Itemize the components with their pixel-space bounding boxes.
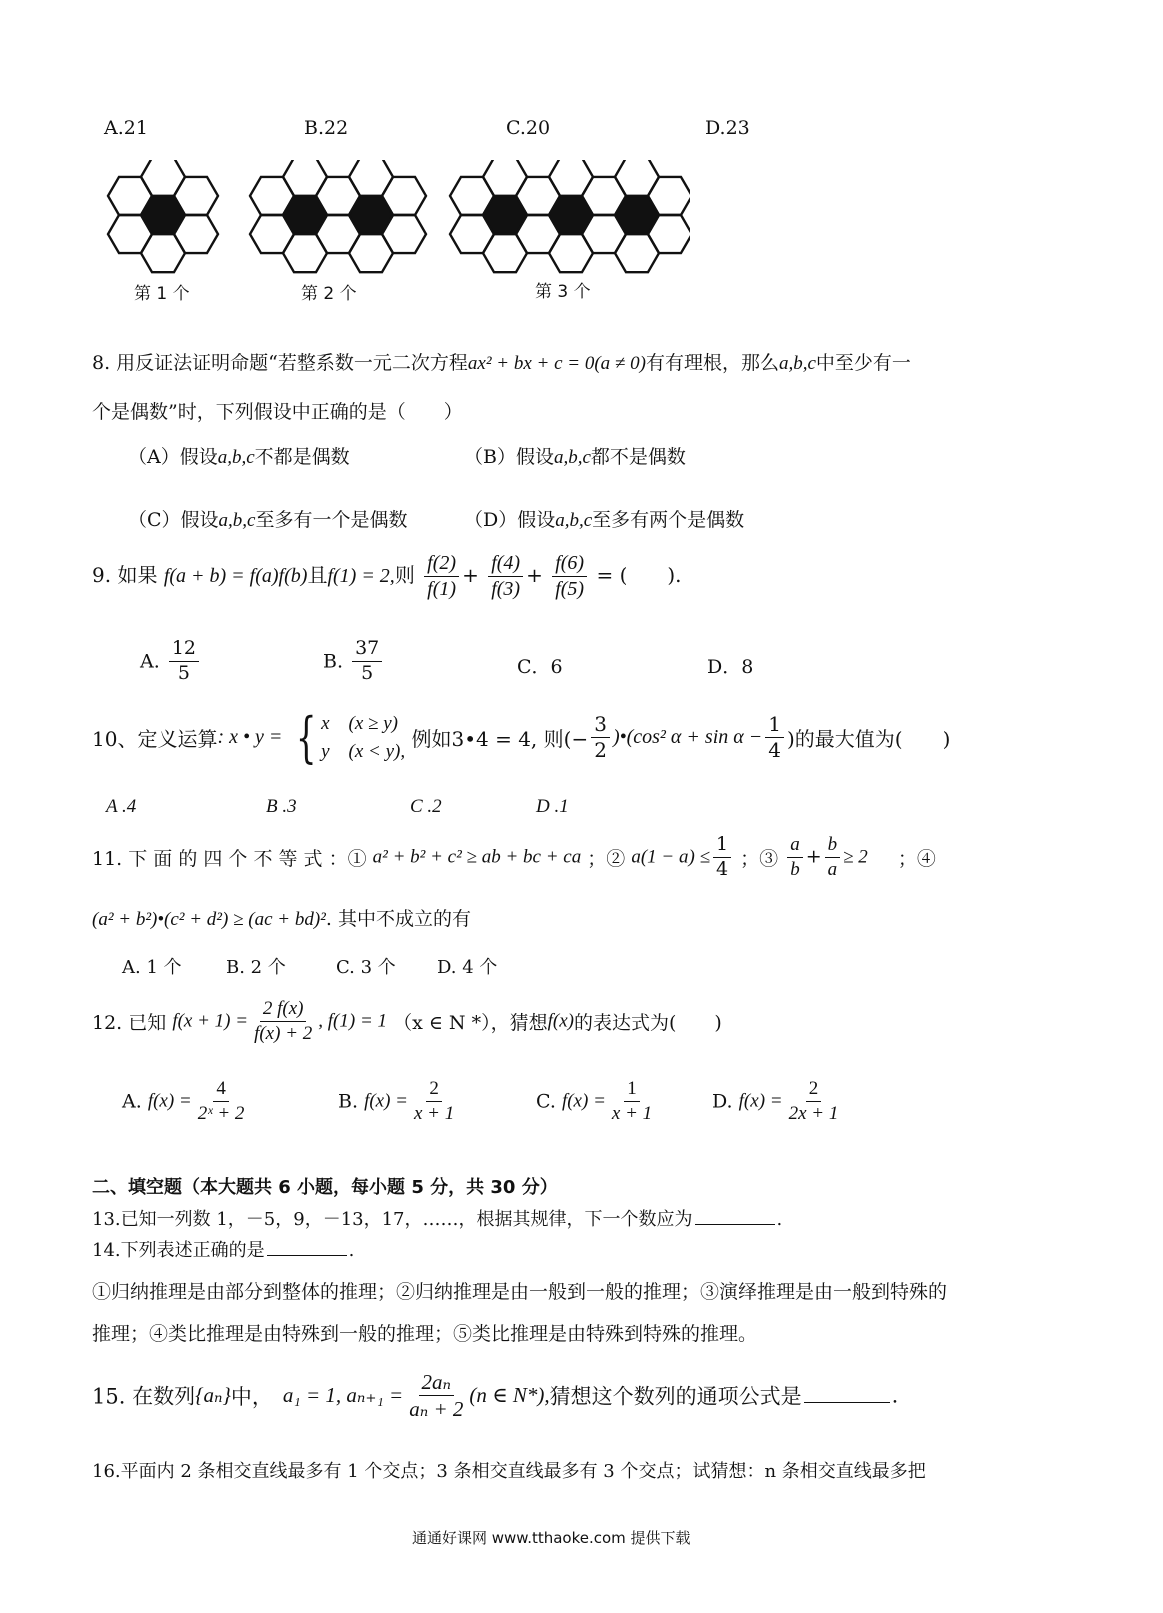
q10-piecewise: { x (x ≥ y) y (x < y), [295, 705, 406, 769]
q8-option-b [464, 442, 686, 469]
q8-option-a-text: 不都是偶数 [254, 446, 350, 468]
q9-option-b [323, 638, 385, 685]
q15-cond: (n ∈ N*), [469, 1383, 550, 1408]
q12-option-d [712, 1078, 844, 1125]
q11-ineq1: a² + b² + c² ≥ ab + bc + ca [372, 846, 582, 868]
q9-option-d: D．8 [707, 656, 754, 678]
q16: 16.平面内 2 条相交直线最多有 1 个交点；3 条相交直线最多有 3 个交点；试猜想：n 条相交直线最多把 [92, 1461, 926, 1482]
q10-case1: x (x ≥ y) [321, 713, 398, 734]
q11-ineq3-tail: ≥ 2 [843, 846, 868, 868]
q10-mid: )•(cos² α + sin α − [612, 726, 763, 749]
q10-fraction-1: $\frac{3}{2}$ [591, 713, 610, 762]
q12-option-b-fraction: $\frac{2}{x + 1}$ [414, 1078, 455, 1124]
q7-option-d: D.23 [705, 117, 750, 139]
q10-example: 例如3•4 = 4, 则(− [411, 727, 589, 752]
q12-option-b-lhs: f(x) = [364, 1090, 408, 1112]
q12-domain: （x ∈ N *），猜想 [393, 1011, 548, 1034]
q8-option-a-label: （A）假设 [128, 446, 218, 468]
q14-line2: ①归纳推理是由部分到整体的推理；②归纳推理是由一般到一般的推理；③演绎推理是由一般到特殊的 [92, 1281, 948, 1303]
q11-sep3: ；③ [740, 847, 779, 870]
q15-answer-blank[interactable] [804, 1388, 890, 1403]
q15-expr: a₁ = 1, aₙ₊₁ = [282, 1383, 404, 1408]
q12-fx: f(x) [547, 1010, 574, 1032]
hexagon-white [382, 215, 426, 253]
q8-option-b-vars: a,b,c [553, 447, 591, 468]
q12-fraction: $\frac{2 f(x)}{f(x) + 2}$ [254, 998, 313, 1044]
q12-prefix: 12. 已知 [92, 1011, 167, 1034]
q9-option-a-label: A. [140, 650, 160, 673]
q8-option-a [128, 442, 350, 469]
q9-option-b-label: B. [323, 650, 344, 673]
q12-tail: 的表达式为( ) [573, 1011, 722, 1034]
q9-fraction-1: $\frac{f(2)}{f(1)}$ [424, 552, 459, 601]
q15-prefix: 15. 在数列 [92, 1384, 196, 1409]
q15-fraction: $\frac{\text{2aₙ}}{\text{aₙ + 2}}$ [409, 1370, 464, 1422]
q8-option-d-text: 至多有两个是偶数 [592, 509, 745, 531]
q11-sep2: ；② [587, 847, 626, 870]
q8-option-d-label: （D）假设 [464, 509, 556, 531]
hexagon-white [174, 215, 218, 253]
q12-option-a [122, 1078, 250, 1125]
figure-label-2: 第 2 个 [301, 284, 357, 304]
q8-line1 [92, 348, 911, 375]
q12-lhs: f(x + 1) = [172, 1010, 249, 1032]
q14-text: 14.下列表述正确的是 [92, 1240, 265, 1261]
q9-and: 且 [307, 563, 328, 587]
q8-option-c-label: （C）假设 [128, 509, 219, 531]
q15-mid: 中， [230, 1384, 273, 1409]
q11-sep4: ；④ [897, 847, 936, 870]
q13-text: 13.已知一列数 1，－5，9，－13，17，……，根据其规律，下一个数应为 [92, 1209, 693, 1230]
q9-option-b-fraction: $\frac{37}{5}$ [352, 638, 382, 685]
q10-tail: )的最大值为( ) [786, 727, 951, 752]
q8-option-d-vars: a,b,c [555, 510, 593, 531]
figure-label-3: 第 3 个 [535, 282, 591, 302]
q12-option-c-fraction: $\frac{1}{x + 1}$ [611, 1078, 653, 1124]
q15-seq: {aₙ} [195, 1383, 231, 1408]
q9-fraction-3: $\frac{f(6)}{f(5)}$ [552, 552, 587, 601]
q15-end: . [891, 1383, 899, 1408]
q10-stem [92, 705, 951, 769]
q12-stem [92, 998, 722, 1045]
q11-prefix: 11. 下 面 的 四 个 不 等 式 ：① [92, 847, 367, 870]
q13-answer-blank[interactable] [695, 1210, 775, 1225]
q12-option-d-fraction: $\frac{2}{2x + 1}$ [788, 1078, 839, 1124]
q14-answer-blank[interactable] [267, 1241, 347, 1256]
q12-option-c-label: C. [536, 1090, 556, 1113]
q10-option-b: B .3 [266, 796, 297, 817]
hexagon-white [382, 177, 426, 215]
q9-option-a [140, 638, 202, 685]
q14-tail: . [348, 1240, 355, 1261]
q10-case2: y (x < y), [321, 740, 406, 762]
q12-option-c-lhs: f(x) = [561, 1090, 606, 1112]
q10-fraction-2: $\frac{1}{4}$ [765, 713, 784, 762]
q8-option-c-text: 至多有一个是偶数 [255, 509, 408, 531]
q14 [92, 1236, 354, 1262]
hexagon-white [174, 177, 218, 215]
section-2-heading: 二、填空题（本大题共 6 小题，每小题 5 分，共 30 分） [92, 1177, 558, 1198]
q10-prefix: 10、定义运算 [92, 727, 218, 752]
q11-ineq2: a(1 − a) ≤ [631, 846, 710, 868]
q9-fraction-2: $\frac{f(4)}{f(3)}$ [488, 552, 523, 601]
q10-option-c: C .2 [410, 796, 442, 817]
q12-option-c [536, 1078, 658, 1125]
q11-option-c: C. 3 个 [336, 957, 396, 978]
q15-tail: 猜想这个数列的通项公式是 [549, 1384, 802, 1409]
q9-option-a-fraction: $\frac{12}{5}$ [169, 638, 199, 685]
q8-option-b-text: 都不是偶数 [590, 446, 686, 468]
q7-option-a: A.21 [104, 117, 148, 139]
q13-tail: . [776, 1209, 783, 1230]
page-footer: 通通好课网 www.tthaoke.com 提供下载 [412, 1529, 691, 1547]
q8-option-c [128, 505, 408, 532]
q12-option-b-label: B. [338, 1090, 359, 1113]
q8-suffix2: 中至少有一 [815, 352, 911, 374]
q11-line2-tail: . 其中不成立的有 [325, 908, 471, 930]
q9-expr2: f(1) = 2, [327, 565, 395, 587]
q8-option-d [464, 505, 744, 532]
q11-option-a: A. 1 个 [122, 957, 182, 978]
q11-line2 [92, 904, 471, 931]
q12-option-b [338, 1078, 460, 1125]
q10-option-d: D .1 [536, 796, 569, 817]
q12-option-d-lhs: f(x) = [738, 1090, 783, 1112]
q11-option-b: B. 2 个 [226, 957, 286, 978]
q12-option-d-label: D. [712, 1090, 733, 1113]
q11-ineq4: (a² + b²)•(c² + d²) ≥ (ac + bd)² [92, 909, 326, 930]
q8-prefix: 8. 用反证法证明命题“若整系数一元二次方程 [92, 352, 468, 374]
q8-option-b-label: （B）假设 [464, 446, 554, 468]
q11-ineq3-fraction-2: $\frac{b}{a}$ [825, 834, 841, 881]
q15 [92, 1370, 898, 1421]
q8-equation: ax² + bx + c = 0(a ≠ 0) [467, 353, 646, 374]
q11-line1: 11. 下 面 的 四 个 不 等 式 ：① a² + b² + c² ≥ ab + bc + ca ；② a(1 − a) ≤ $\frac{1}{4}$ ；③ $\frac{a}{b}$ + $\frac{b}{a}$ ≥ 2 ；④ [92, 833, 936, 880]
q9-then: 则 [394, 563, 415, 587]
q10-option-a: A .4 [106, 796, 137, 817]
q8-option-a-vars: a,b,c [217, 447, 255, 468]
q12-option-a-label: A. [122, 1090, 142, 1113]
q9-prefix: 9. 如果 [92, 563, 158, 587]
q11-option-d: D. 4 个 [437, 957, 498, 978]
q13 [92, 1205, 782, 1231]
q9-option-c: C．6 [517, 656, 563, 678]
q9-tail: = ( ). [596, 563, 682, 587]
q12-option-a-lhs: f(x) = [147, 1090, 192, 1112]
q8-option-c-vars: a,b,c [218, 510, 256, 531]
q7-option-c: C.20 [506, 117, 551, 139]
q10-expr: : x • y = [217, 726, 283, 749]
q8-line2: 个是偶数”时，下列假设中正确的是（ ） [92, 401, 463, 423]
q12-mid: , f(1) = 1 [318, 1010, 388, 1032]
q7-option-b: B.22 [304, 117, 349, 139]
q9-expr1: f(a + b) = f(a)f(b) [163, 565, 308, 587]
q11-ineq2-fraction: $\frac{1}{4}$ [713, 834, 731, 881]
figure-label-1: 第 1 个 [134, 284, 190, 304]
q9-stem: 9. 如果 f(a + b) = f(a)f(b)且f(1) = 2,则 $\frac{f(2)}{f(1)}$ + $\frac{f(4)}{f(3)}$ + $\frac{f(6)}{f(5)}$ = ( ). [92, 552, 682, 600]
q12-option-a-fraction: $\frac{4}{\text{2ˣ + 2}}$ [197, 1078, 245, 1124]
q11-ineq3-fraction-1: $\frac{a}{b}$ [787, 834, 803, 881]
q8-vars: a,b,c [778, 353, 816, 374]
q14-line3: 推理；④类比推理是由特殊到一般的推理；⑤类比推理是由特殊到特殊的推理。 [92, 1323, 758, 1345]
q8-suffix: 有有理根，那么 [645, 352, 779, 374]
